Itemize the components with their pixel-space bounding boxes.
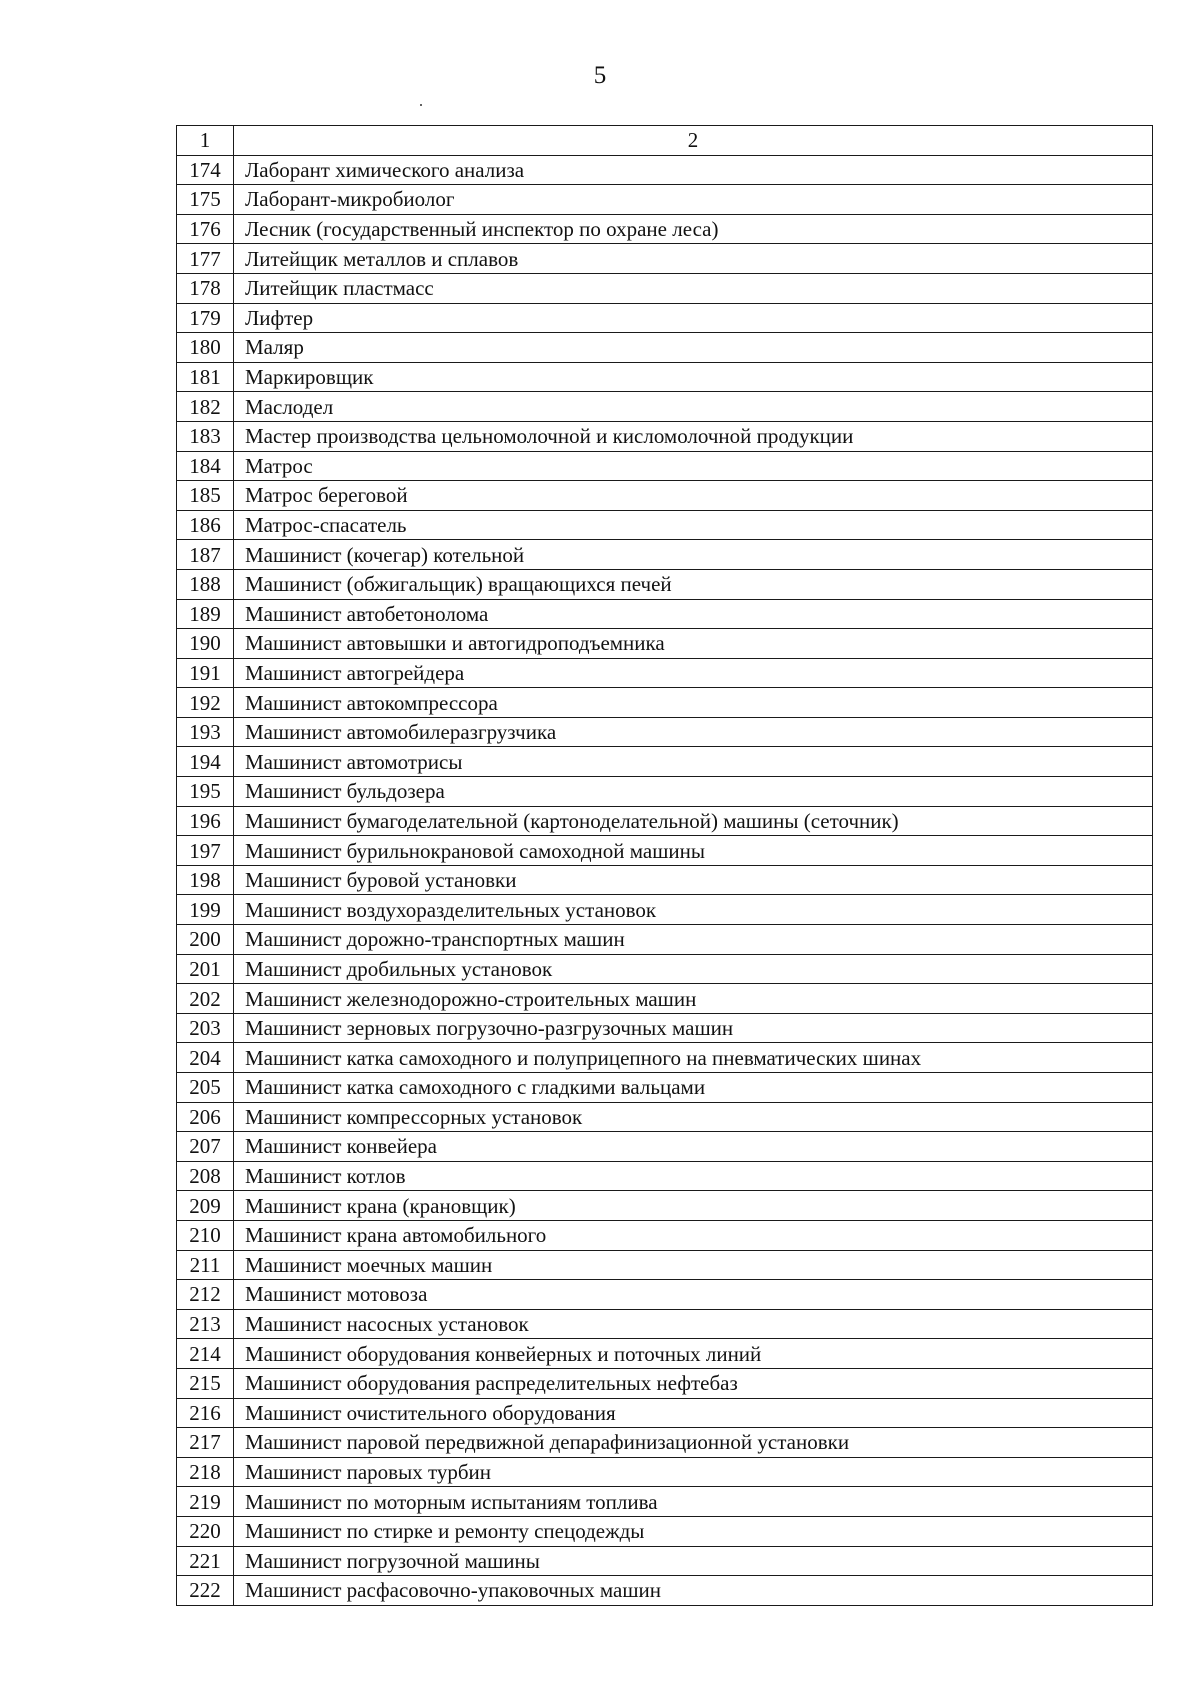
- profession-name-cell: Лаборант химического анализа: [234, 155, 1153, 185]
- table-row: [177, 451, 1153, 481]
- table-row: [177, 1280, 1153, 1310]
- profession-name-cell: Лесник (государственный инспектор по охране леса): [234, 214, 1153, 244]
- profession-name-cell: Машинист расфасовочно-упаковочных машин: [234, 1576, 1153, 1606]
- profession-name-cell: Машинист оборудования конвейерных и поточных линий: [234, 1339, 1153, 1369]
- profession-name-cell: Машинист очистительного оборудования: [234, 1398, 1153, 1428]
- profession-name-cell: Машинист дорожно-транспортных машин: [234, 925, 1153, 955]
- table-row: [177, 185, 1153, 215]
- profession-name-cell: Машинист автомобилеразгрузчика: [234, 717, 1153, 747]
- table-row: [177, 1250, 1153, 1280]
- table-row: [177, 717, 1153, 747]
- table-row: [177, 836, 1153, 866]
- row-number-cell: 206: [177, 1102, 234, 1132]
- row-number-cell: 220: [177, 1516, 234, 1546]
- table-row: [177, 954, 1153, 984]
- profession-name-cell: Машинист автокомпрессора: [234, 688, 1153, 718]
- row-number-cell: 174: [177, 155, 234, 185]
- table-row: [177, 540, 1153, 570]
- row-number-cell: 193: [177, 717, 234, 747]
- table-row: [177, 1161, 1153, 1191]
- header-cell-name: 2: [234, 126, 1153, 156]
- profession-name-cell: Лаборант-микробиолог: [234, 185, 1153, 215]
- profession-name-cell: Машинист мотовоза: [234, 1280, 1153, 1310]
- row-number-cell: 185: [177, 481, 234, 511]
- profession-name-cell: Машинист погрузочной машины: [234, 1546, 1153, 1576]
- profession-name-cell: Машинист бурильнокрановой самоходной машины: [234, 836, 1153, 866]
- table-row: [177, 1013, 1153, 1043]
- row-number-cell: 190: [177, 629, 234, 659]
- row-number-cell: 222: [177, 1576, 234, 1606]
- row-number-cell: 192: [177, 688, 234, 718]
- table-row: [177, 1428, 1153, 1458]
- stray-dot: [420, 104, 422, 106]
- profession-name-cell: Машинист катка самоходного с гладкими вальцами: [234, 1073, 1153, 1103]
- row-number-cell: 200: [177, 925, 234, 955]
- profession-name-cell: Машинист (кочегар) котельной: [234, 540, 1153, 570]
- table-row: [177, 1457, 1153, 1487]
- row-number-cell: 207: [177, 1132, 234, 1162]
- profession-name-cell: Машинист крана автомобильного: [234, 1220, 1153, 1250]
- row-number-cell: 218: [177, 1457, 234, 1487]
- table-row: [177, 244, 1153, 274]
- profession-name-cell: Матрос: [234, 451, 1153, 481]
- profession-name-cell: Машинист бульдозера: [234, 777, 1153, 807]
- row-number-cell: 180: [177, 333, 234, 363]
- profession-name-cell: Мастер производства цельномолочной и кисломолочной продукции: [234, 421, 1153, 451]
- profession-name-cell: Машинист насосных установок: [234, 1309, 1153, 1339]
- row-number-cell: 199: [177, 895, 234, 925]
- table-row: [177, 688, 1153, 718]
- profession-name-cell: Машинист по моторным испытаниям топлива: [234, 1487, 1153, 1517]
- profession-name-cell: Машинист компрессорных установок: [234, 1102, 1153, 1132]
- row-number-cell: 183: [177, 421, 234, 451]
- row-number-cell: 201: [177, 954, 234, 984]
- profession-name-cell: Машинист крана (крановщик): [234, 1191, 1153, 1221]
- table-row: [177, 599, 1153, 629]
- table-body: [177, 126, 1153, 1606]
- row-number-cell: 186: [177, 510, 234, 540]
- row-number-cell: 210: [177, 1220, 234, 1250]
- row-number-cell: 188: [177, 569, 234, 599]
- row-number-cell: 177: [177, 244, 234, 274]
- row-number-cell: 214: [177, 1339, 234, 1369]
- row-number-cell: 211: [177, 1250, 234, 1280]
- profession-name-cell: Матрос береговой: [234, 481, 1153, 511]
- table-row: [177, 925, 1153, 955]
- profession-name-cell: Литейщик пластмасс: [234, 273, 1153, 303]
- row-number-cell: 195: [177, 777, 234, 807]
- row-number-cell: 175: [177, 185, 234, 215]
- profession-name-cell: Машинист автовышки и автогидроподъемника: [234, 629, 1153, 659]
- table-row: [177, 421, 1153, 451]
- table-row: [177, 1576, 1153, 1606]
- table-row: [177, 747, 1153, 777]
- table-row: [177, 1398, 1153, 1428]
- table-row: [177, 984, 1153, 1014]
- profession-name-cell: Маслодел: [234, 392, 1153, 422]
- profession-name-cell: Маляр: [234, 333, 1153, 363]
- profession-name-cell: Литейщик металлов и сплавов: [234, 244, 1153, 274]
- table-row: [177, 333, 1153, 363]
- profession-name-cell: Машинист автомотрисы: [234, 747, 1153, 777]
- row-number-cell: 194: [177, 747, 234, 777]
- row-number-cell: 182: [177, 392, 234, 422]
- profession-name-cell: Машинист воздухоразделительных установок: [234, 895, 1153, 925]
- row-number-cell: 191: [177, 658, 234, 688]
- profession-name-cell: Машинист бумагоделательной (картоноделательной) машины (сеточник): [234, 806, 1153, 836]
- profession-name-cell: Машинист автобетонолома: [234, 599, 1153, 629]
- row-number-cell: 219: [177, 1487, 234, 1517]
- profession-name-cell: Машинист (обжигальщик) вращающихся печей: [234, 569, 1153, 599]
- table-row: [177, 1073, 1153, 1103]
- profession-name-cell: Машинист паровой передвижной депарафинизационной установки: [234, 1428, 1153, 1458]
- profession-name-cell: Машинист железнодорожно-строительных машин: [234, 984, 1153, 1014]
- profession-name-cell: Лифтер: [234, 303, 1153, 333]
- row-number-cell: 181: [177, 362, 234, 392]
- profession-name-cell: Машинист катка самоходного и полуприцепного на пневматических шинах: [234, 1043, 1153, 1073]
- row-number-cell: 217: [177, 1428, 234, 1458]
- table-row: [177, 806, 1153, 836]
- row-number-cell: 198: [177, 865, 234, 895]
- row-number-cell: 187: [177, 540, 234, 570]
- table-row: [177, 895, 1153, 925]
- profession-name-cell: Машинист по стирке и ремонту спецодежды: [234, 1516, 1153, 1546]
- profession-name-cell: Машинист котлов: [234, 1161, 1153, 1191]
- table-row: [177, 1516, 1153, 1546]
- table-row: [177, 1368, 1153, 1398]
- table-row: [177, 1309, 1153, 1339]
- table-row: [177, 1487, 1153, 1517]
- profession-name-cell: Машинист дробильных установок: [234, 954, 1153, 984]
- table-row: [177, 658, 1153, 688]
- table-row: [177, 1132, 1153, 1162]
- row-number-cell: 196: [177, 806, 234, 836]
- row-number-cell: 176: [177, 214, 234, 244]
- table-row: [177, 1339, 1153, 1369]
- table-row: [177, 1220, 1153, 1250]
- table-row: [177, 273, 1153, 303]
- row-number-cell: 197: [177, 836, 234, 866]
- table-row: [177, 392, 1153, 422]
- profession-name-cell: Машинист автогрейдера: [234, 658, 1153, 688]
- table-row: [177, 510, 1153, 540]
- table-row: [177, 629, 1153, 659]
- profession-name-cell: Маркировщик: [234, 362, 1153, 392]
- row-number-cell: 179: [177, 303, 234, 333]
- table-row: [177, 1191, 1153, 1221]
- page-number: 5: [593, 62, 607, 89]
- row-number-cell: 203: [177, 1013, 234, 1043]
- row-number-cell: 178: [177, 273, 234, 303]
- row-number-cell: 209: [177, 1191, 234, 1221]
- table-row: [177, 303, 1153, 333]
- row-number-cell: 184: [177, 451, 234, 481]
- row-number-cell: 216: [177, 1398, 234, 1428]
- table-row: [177, 362, 1153, 392]
- row-number-cell: 204: [177, 1043, 234, 1073]
- row-number-cell: 208: [177, 1161, 234, 1191]
- table-row: [177, 777, 1153, 807]
- header-cell-number: 1: [177, 126, 234, 156]
- profession-name-cell: Машинист моечных машин: [234, 1250, 1153, 1280]
- table-row: [177, 481, 1153, 511]
- table-row: [177, 1043, 1153, 1073]
- table-row: [177, 569, 1153, 599]
- row-number-cell: 189: [177, 599, 234, 629]
- profession-name-cell: Машинист оборудования распределительных нефтебаз: [234, 1368, 1153, 1398]
- table-row: [177, 155, 1153, 185]
- profession-name-cell: Матрос-спасатель: [234, 510, 1153, 540]
- table-row: [177, 1546, 1153, 1576]
- table-row: [177, 1102, 1153, 1132]
- row-number-cell: 202: [177, 984, 234, 1014]
- row-number-cell: 221: [177, 1546, 234, 1576]
- profession-name-cell: Машинист паровых турбин: [234, 1457, 1153, 1487]
- profession-name-cell: Машинист конвейера: [234, 1132, 1153, 1162]
- table-row: [177, 214, 1153, 244]
- table-header-row: [177, 126, 1153, 156]
- row-number-cell: 213: [177, 1309, 234, 1339]
- row-number-cell: 212: [177, 1280, 234, 1310]
- row-number-cell: 205: [177, 1073, 234, 1103]
- profession-name-cell: Машинист буровой установки: [234, 865, 1153, 895]
- profession-name-cell: Машинист зерновых погрузочно-разгрузочных машин: [234, 1013, 1153, 1043]
- table-row: [177, 865, 1153, 895]
- row-number-cell: 215: [177, 1368, 234, 1398]
- professions-table: [176, 125, 1153, 1606]
